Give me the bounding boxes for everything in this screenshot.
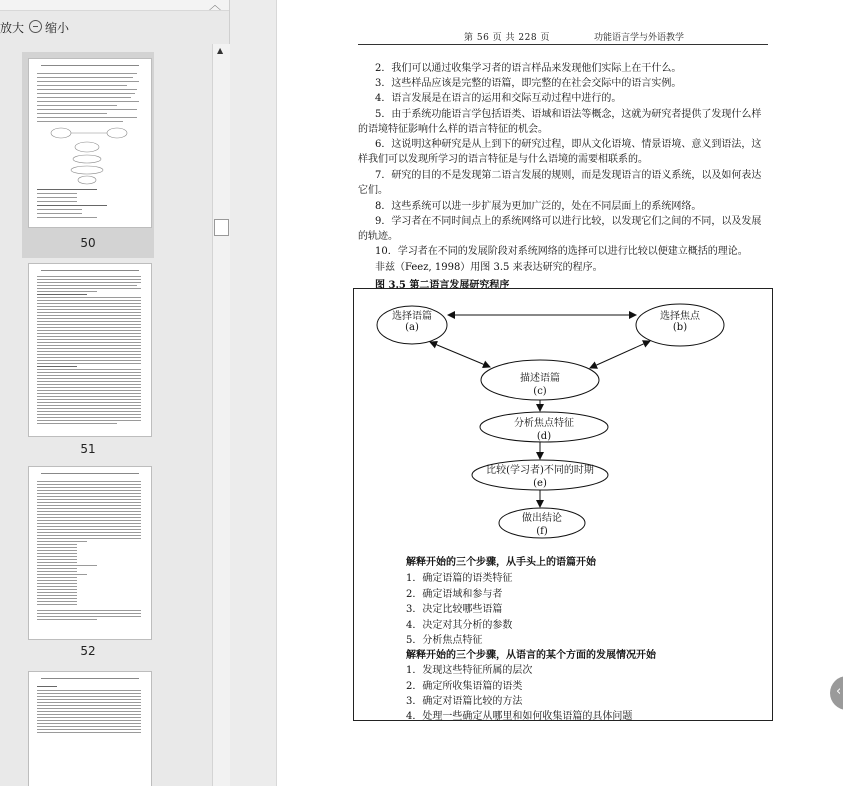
section1-step: 1．确定语篇的语类特征 (406, 573, 513, 584)
node-d-label (480, 414, 608, 442)
node-b-text: 选择焦点 (660, 311, 700, 322)
node-e-text: 比较(学习者)不同的时期 (486, 465, 594, 476)
page-preview (28, 263, 152, 437)
page-preview (28, 58, 152, 228)
paragraph-line: 样我们可以发现所学习的语言特征是与什么语境的需要相联系的。 (358, 154, 648, 165)
page-counter: 第 56 页 共 228 页 (464, 33, 550, 43)
node-d-text: 分析焦点特征 (514, 418, 574, 429)
figure-title: 图 3.5 第二语言发展研究程序 (375, 280, 510, 291)
section2-step: 1．发现这些特征所属的层次 (406, 665, 533, 676)
node-b-label (636, 307, 724, 333)
page-preview (28, 466, 152, 640)
paragraph-line: 10．学习者在不同的发展阶段对系统网络的选择可以进行比较以便建立概括的理论。 (375, 246, 748, 257)
book-title: 功能语言学与外语教学 (594, 33, 685, 43)
thumbnail-page-number: 52 (80, 644, 96, 658)
node-a-label (377, 307, 447, 333)
running-header (358, 30, 768, 44)
node-c-sub: (c) (533, 386, 547, 397)
thumbnail-page-number: 51 (80, 442, 96, 456)
header-rule (358, 44, 768, 45)
node-e-sub: (e) (533, 478, 547, 489)
node-a-sub: (a) (405, 322, 419, 333)
zoom-toolbar (0, 14, 229, 40)
section2-step: 4．处理一些确定从哪里和如何收集语篇的具体问题 (406, 711, 633, 722)
paragraph-line: 3．这些样品应该是完整的语篇，即完整的在社会交际中的语言实例。 (375, 78, 682, 89)
thumbnail-page-51[interactable] (22, 258, 154, 462)
node-a-text: 选择语篇 (392, 311, 432, 322)
section2-title: 解释开始的三个步骤，从语言的某个方面的发展情况开始 (406, 650, 656, 661)
paragraph-line: 4．语言发展是在语言的运用和交际互动过程中进行的。 (375, 93, 622, 104)
paragraph-line: 的轨迹。 (358, 231, 398, 242)
zoom-out-button[interactable]: 缩小 (45, 21, 70, 35)
paragraph-line: 6．这说明这种研究是从上到下的研究过程，即从文化语境、情景语境、意义到语法，这 (375, 139, 762, 150)
thumbnail-page-52[interactable] (22, 462, 154, 666)
paragraph-line: 7．研究的目的不是发现第二语言发展的规则，而是发现语言的语义系统，以及如何表达 (375, 170, 762, 181)
node-e-label (472, 461, 608, 489)
scrollbar-thumb[interactable] (214, 219, 229, 236)
section2-step: 2．确定所收集语篇的语类 (406, 681, 523, 692)
edge-a-c (430, 342, 490, 367)
thumbnail-page-50[interactable] (22, 52, 154, 258)
section1-step: 3．决定比较哪些语篇 (406, 604, 503, 615)
chevron-left-icon[interactable]: ‹ (836, 684, 842, 699)
paragraph-line: 5．由于系统功能语言学包括语类、语域和语法等概念，这就为研究者提供了发现什么样 (375, 109, 762, 120)
thumbnail-panel (0, 0, 230, 786)
edge-b-c (590, 341, 650, 368)
panel-collapse-bar[interactable] (0, 0, 229, 11)
thumbnail-list (0, 44, 212, 786)
node-d-sub: (d) (536, 431, 552, 442)
paragraph-line: 非兹（Feez, 1998）用图 3.5 来表达研究的程序。 (375, 262, 603, 273)
figure-frame (353, 288, 773, 721)
scroll-up-arrow-icon[interactable]: ▲ (217, 46, 224, 55)
section2-step: 3．确定对语篇比较的方法 (406, 696, 523, 707)
chevron-up-icon[interactable]: ︿ (208, 0, 221, 12)
thumbnail-scrollbar[interactable] (212, 44, 230, 786)
document-page (277, 0, 843, 786)
paragraph-line: 的语境特征影响什么样的语言特征的机会。 (358, 124, 548, 135)
node-c-text: 描述语篇 (520, 373, 560, 384)
paragraph-line: 9．学习者在不同时间点上的系统网络可以进行比较，以发现它们之间的不同，以及发展 (375, 216, 762, 227)
node-f-label (499, 509, 585, 537)
page-preview (28, 671, 152, 786)
node-b-sub: (b) (672, 322, 688, 333)
node-c-label (481, 369, 599, 397)
zoom-in-button[interactable]: 放大 (0, 21, 25, 35)
paragraph-line: 它们。 (358, 185, 388, 196)
paragraph-line: 2．我们可以通过收集学习者的语言样品来发现他们实际上在干什么。 (375, 63, 682, 74)
node-f-text: 做出结论 (522, 513, 562, 524)
section1-step: 5．分析焦点特征 (406, 635, 483, 646)
section1-step: 4．决定对其分析的参数 (406, 620, 513, 631)
zoom-out-icon[interactable] (29, 20, 42, 33)
thumbnail-page-number: 50 (80, 236, 96, 250)
node-f-sub: (f) (536, 526, 548, 537)
paragraph-line: 8．这些系统可以进一步扩展为更加广泛的，处在不同层面上的系统网络。 (375, 201, 702, 212)
section1-title: 解释开始的三个步骤，从手头上的语篇开始 (406, 557, 596, 568)
section1-step: 2．确定语域和参与者 (406, 589, 503, 600)
thumbnail-page-53[interactable] (22, 666, 154, 786)
